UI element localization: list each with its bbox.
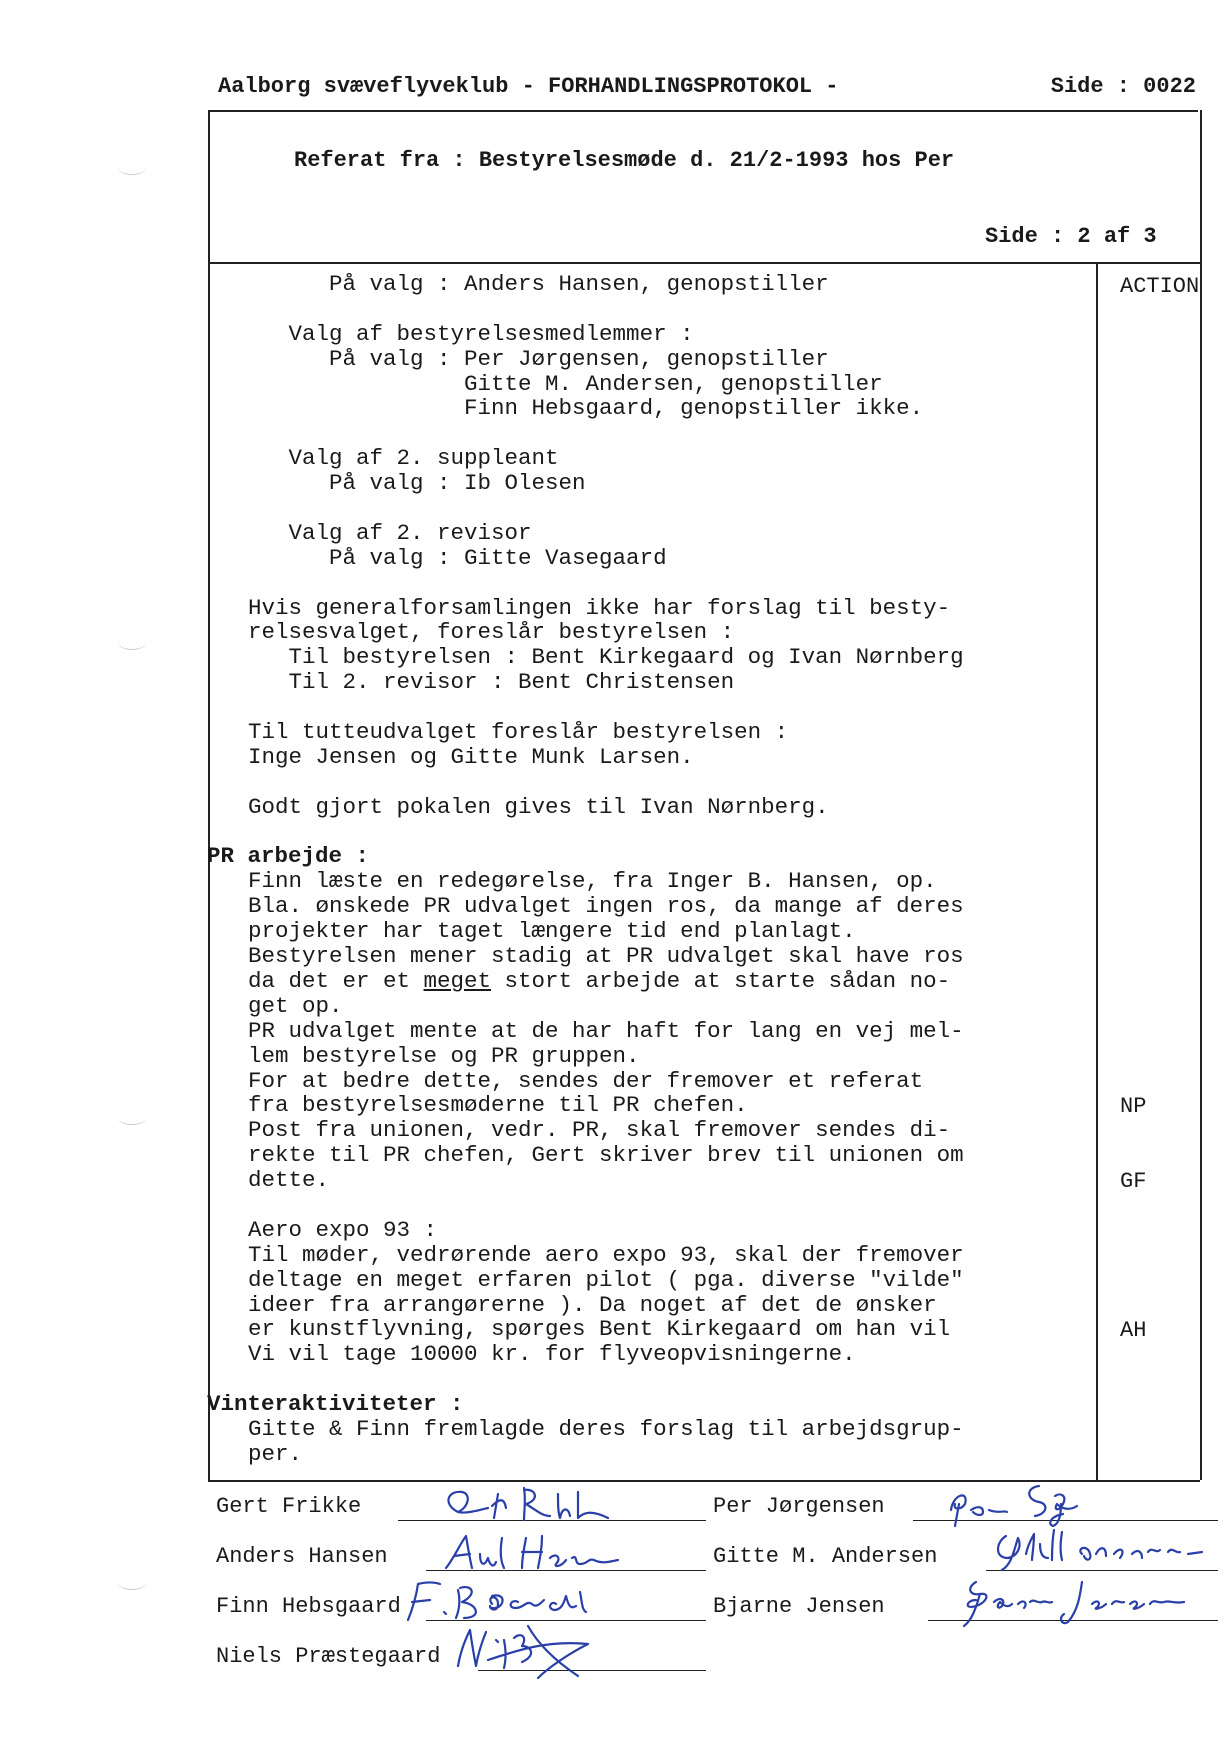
minutes-line [248,571,1098,596]
minutes-line: Valg af bestyrelsesmedlemmer : [248,320,694,347]
minutes-line: Bla. ønskede PR udvalget ingen ros, da mange af deres [248,893,964,920]
minutes-line: rekte til PR chefen, Gert skriver brev til unionen om [248,1142,964,1169]
minutes-line: fra bestyrelsesmøderne til PR chefen. [248,1092,748,1119]
minutes-line: Bestyrelsen mener stadig at PR udvalget skal have ros [248,943,964,970]
minutes-line: Inge Jensen og Gitte Munk Larsen. [248,743,694,770]
section-heading: Vinteraktiviteter : [207,1391,464,1418]
handwritten-signature [396,1574,626,1626]
minutes-line: På valg : Gitte Vasegaard [248,544,667,571]
signatory-name: Gitte M. Andersen [713,1544,938,1569]
signatory-name: Bjarne Jensen [713,1594,885,1619]
minutes-line: Til tutteudvalget foreslår bestyrelsen : [248,719,789,746]
minutes-line: da det er et meget stort arbejde at starte sådan no- [248,967,951,994]
punch-hole-mark [118,635,146,650]
handwritten-signature [438,1530,648,1578]
signature-area [208,1480,1218,1742]
minutes-line: Hvis generalforsamlingen ikke har forslag til besty- [248,594,951,621]
minutes-line: Aero expo 93 : [248,1216,438,1243]
signatory-name: Anders Hansen [216,1544,388,1569]
action-item-gf: GF [1120,1169,1147,1194]
minutes-line [248,1193,1098,1218]
minutes-line [248,820,1098,845]
minutes-line: På valg : Per Jørgensen, genopstiller [248,345,829,372]
handwritten-signature [943,1480,1113,1530]
protocol-title: Aalborg svæveflyveklub - FORHANDLINGSPROTOKOL - [218,74,839,99]
meeting-title: Referat fra : Bestyrelsesmøde d. 21/2-1993 hos Per [294,148,955,173]
signatory-name: Per Jørgensen [713,1494,885,1519]
minutes-line [248,496,1098,521]
punch-hole-mark [118,1110,146,1125]
minutes-line: Gitte M. Andersen, genopstiller [248,370,883,397]
minutes-line [248,1367,1098,1392]
minutes-line: Finn Hebsgaard, genopstiller ikke. [248,395,924,422]
signatory-name: Finn Hebsgaard [216,1594,401,1619]
minutes-line: lem bestyrelse og PR gruppen. [248,1042,640,1069]
minutes-line: PR udvalget mente at de har haft for lang en vej mel- [248,1017,964,1044]
action-item-np: NP [1120,1094,1147,1119]
action-item-ah: AH [1120,1318,1147,1343]
minutes-line [248,297,1098,322]
minutes-line: Valg af 2. revisor [248,519,532,546]
minutes-body [207,271,1098,1467]
minutes-line: get op. [248,992,343,1019]
handwritten-signature [988,1524,1228,1574]
action-column-header: ACTION [1120,274,1200,299]
minutes-line: Til bestyrelsen : Bent Kirkegaard og Ivan Nørnberg [248,644,964,671]
punch-hole-mark [118,160,146,175]
minutes-line: Finn læste en redegørelse, fra Inger B. Hansen, op. [248,868,937,895]
frame-middle-rule [208,262,1200,264]
punch-hole-mark [118,1575,146,1590]
minutes-line [248,770,1098,795]
page-header [210,70,1200,110]
minutes-line: På valg : Anders Hansen, genopstiller [248,271,829,297]
handwritten-signature [428,1482,658,1527]
minutes-line: Godt gjort pokalen gives til Ivan Nørnberg. [248,793,829,820]
minutes-line: For at bedre dette, sendes der fremover et referat [248,1067,924,1094]
signatory-name: Gert Frikke [216,1494,362,1519]
meeting-page-of: Side : 2 af 3 [985,224,1157,249]
protocol-page-number: Side : 0022 [1050,74,1196,99]
underlined-word: meget [423,967,492,994]
minutes-line: er kunstflyvning, spørges Bent Kirkegaard om han vil [248,1316,951,1343]
minutes-line: ideer fra arrangørerne ). Da noget af det de ønsker [248,1291,937,1318]
minutes-line: projekter har taget længere tid end planlagt. [248,918,856,945]
signatory-name: Niels Præstegaard [216,1644,441,1669]
minutes-line: Vi vil tage 10000 kr. for flyveopvisningerne. [248,1341,856,1368]
section-heading: PR arbejde : [207,843,370,870]
minutes-line [248,695,1098,720]
minutes-line: dette. [248,1167,330,1194]
handwritten-signature [946,1574,1206,1630]
minutes-line: Gitte & Finn fremlagde deres forslag til arbejdsgrup- [248,1415,964,1442]
minutes-line: deltage en meget erfaren pilot ( pga. diverse "vilde" [248,1266,964,1293]
minutes-line: Valg af 2. suppleant [248,445,559,472]
minutes-line: På valg : Ib Olesen [248,470,586,497]
minutes-line: Post fra unionen, vedr. PR, skal fremover sendes di- [248,1117,951,1144]
minutes-line: relsesvalget, foreslår bestyrelsen : [248,619,735,646]
minutes-line: per. [248,1440,303,1467]
minutes-line: Til 2. revisor : Bent Christensen [248,669,735,696]
minutes-line [248,421,1098,446]
minutes-line: Til møder, vedrørende aero expo 93, skal der fremover [248,1241,964,1268]
handwritten-signature [448,1620,638,1680]
